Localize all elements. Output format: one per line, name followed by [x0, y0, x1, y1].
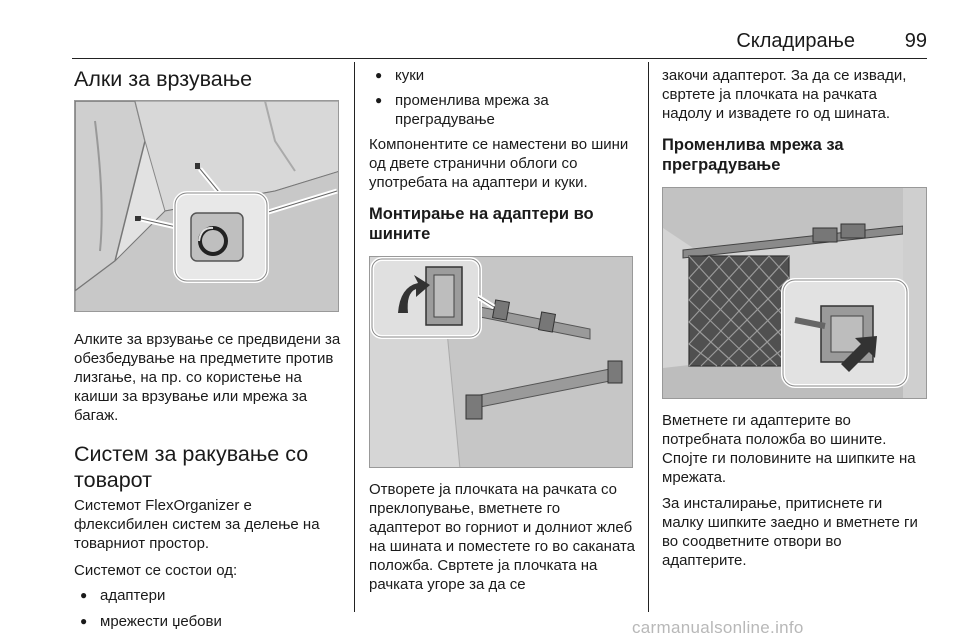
adapter-rail-illustration	[370, 257, 633, 468]
heading-load-management: Систем за ракување со товарот	[74, 442, 309, 492]
partition-net-illustration	[663, 188, 927, 399]
paragraph-flexorganizer: Системот FlexOrganizer е флексибилен систем за делење на товарниот простор.	[74, 497, 320, 552]
heading-mounting-adapters: Монтирање на адаптери во шините	[369, 205, 594, 243]
heading-partition-net: Променлива мрежа за преградување	[662, 136, 844, 174]
header-rule	[72, 58, 927, 59]
paragraph-consists-of: Системот се состои од:	[74, 562, 238, 579]
figure-lashing-rings	[74, 100, 339, 312]
list-item: ● адаптери	[74, 586, 344, 605]
page-header	[72, 30, 927, 56]
column-1	[74, 64, 344, 631]
list-item: ● променлива мрежа за преградување	[369, 91, 635, 129]
list-item: ● куки	[369, 66, 635, 85]
components-list-1	[74, 586, 344, 631]
list-item: ● мрежести џебови	[74, 612, 344, 631]
column-divider-1	[354, 62, 355, 612]
column-2	[369, 64, 635, 594]
paragraph-installation: За инсталирање, притиснете ги малку шипките заедно и вметнете ги во соодветните отвори во адаптерите.	[662, 495, 918, 569]
paragraph-lashing-rings: Алките за врзување се предвидени за обезбедување на предметите против лизгање, на пр. со користење на каиши за врзување или мрежа за багаж.	[74, 331, 341, 424]
page-number: 99	[904, 30, 927, 52]
lashing-ring-illustration	[75, 101, 339, 312]
figure-adapter-rails	[369, 256, 633, 468]
heading-lashing-rings: Алки за врзување	[74, 67, 253, 91]
paragraph-insert-adapters: Вметнете ги адаптерите во потребната положба во шините. Спојте ги половините на шипките на мрежата.	[662, 412, 916, 486]
watermark: carmanualsonline.info	[632, 618, 804, 637]
column-divider-2	[648, 62, 649, 612]
column-3	[662, 64, 928, 570]
figure-partition-net	[662, 187, 927, 399]
paragraph-mounting-steps: Отворете ја плочката на рачката со преклопување, вметнете го адаптерот во горниот и долниот жлеб на шината и поместете го во саканата положба. Свртете ја плочката на рачката угоре за да се	[369, 481, 636, 593]
paragraph-removal: закочи адаптерот. За да се извади, свртете ја плочката на рачката надолу и извадете го од шината.	[662, 67, 907, 122]
paragraph-components: Компонентите се наместени во шини од двете странични облоги со употребата на адаптери и куки.	[369, 136, 629, 191]
section-title: Складирање	[736, 30, 855, 52]
components-list-2	[369, 66, 635, 129]
